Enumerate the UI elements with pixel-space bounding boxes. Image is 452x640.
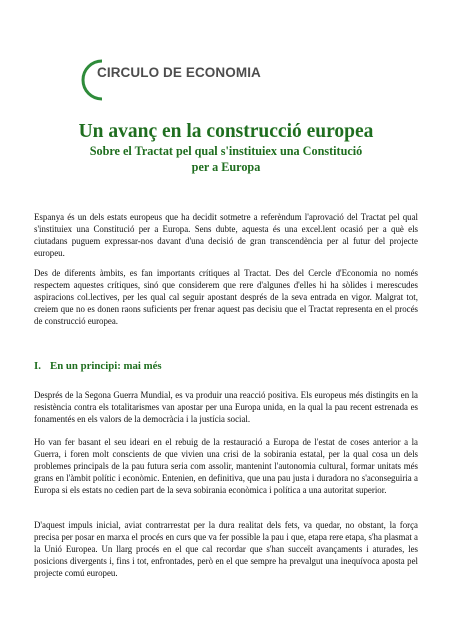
section-paragraph-2: Ho van fer basant el seu ideari en el rebuig de la restauració a Europa de l'estat de coses anterior a la Guerra, i foren molt conscients de que vivien una crisi de la sobirania estatal, per la qual cosa un dels problemes principals de la pau futura seria com assolir, mantenint l'autonomia cultural, formar unitats més grans en l'àmbit polític i econòmic. Entenien, en definitiva, que una pau justa i duradora no s'aconseguiria a Europa si els estats no cedien part de la seva sobirania econòmica i política a una autoritat superior.	[34, 437, 418, 496]
intro-paragraph-2: Des de diferents àmbits, es fan importants crítiques al Tractat. Des del Cercle d'Economia no només respectem aquestes crítiques, sinó que considerem que rere d'algunes d'elles hi ha sòlides i merescudes aspiracions col.lectives, per les qual cal seguir apostant després de la seva entrada en vigor. Malgrat tot, creiem que no es donen raons suficients per frenar aquest pas decisiu que el Tractat representa en el procés de construcció europea.	[34, 268, 418, 327]
title-block	[40, 121, 412, 175]
logo-text: CIRCULO DE ECONOMIA	[97, 65, 261, 80]
section-paragraph-3: D'aquest impuls inicial, aviat contrarrestat per la dura realitat dels fets, va quedar, no obstant, la força precisa per posar en marxa el procés en curs que va fer possible la pau i que, etapa rere etapa, s'ha plasmat a la Unió Europea. Un llarg procés en el que cal recordar que s'han succeït avançaments i aturades, les posicions divergents i, fins i tot, enfrontades, però en el que sempre ha prevalgut una inequívoca aposta pel projecte comú europeu.	[34, 520, 418, 579]
section-number: I.	[34, 360, 41, 372]
document-title: Un avanç en la construcció europea	[78, 121, 374, 142]
circulo-de-economia-logo	[80, 58, 270, 102]
section-title: En un principi: mai més	[50, 360, 162, 372]
intro-paragraph-1: Espanya és un dels estats europeus que ha decidit sotmetre a referèndum l'aprovació del Tractat pel qual s'instituiex una Constitució per a Europa. Sens dubte, aquesta és una excel.lent ocasió per a què els ciutadans puguem expressar-nos davant d'una decisió de gran transcendència per al futur del projecte europeu.	[34, 212, 418, 259]
document-subtitle-line-1: Sobre el Tractat pel qual s'instituiex una Constitució	[89, 144, 363, 158]
section-heading	[34, 360, 162, 372]
document-subtitle-line-2: per a Europa	[191, 160, 261, 174]
section-paragraph-1: Després de la Segona Guerra Mundial, es va produir una reacció positiva. Els europeus més distingits en la resistència contra els totalitarismes van apostar per una Europa unida, en la qual la pau recent estrenada es fonamentés en els valors de la democràcia i la justícia social.	[34, 390, 418, 425]
